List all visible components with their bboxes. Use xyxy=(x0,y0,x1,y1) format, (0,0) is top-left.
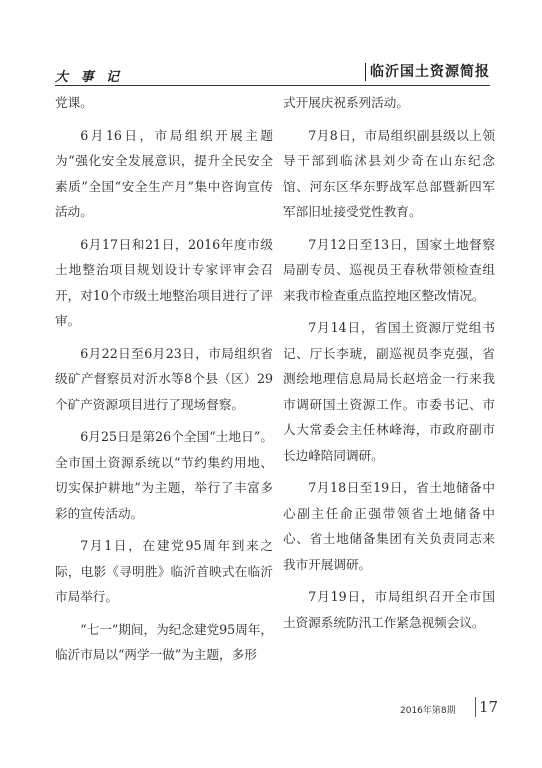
paragraph: 6月17日和21日，2016年度市级土地整治项目规划设计专家评审会召开，对10个市级土地整治项目进行了评审。 xyxy=(55,236,273,328)
paragraph: 7月19日，市局组织召开全市国土资源系统防汛工作紧急视频会议。 xyxy=(283,589,495,630)
paragraph: 6月22日至6月23日，市局组织省级矿产督察员对沂水等8个县（区）29个矿产资源项目进行了现场督察。 xyxy=(55,345,273,412)
paragraph: 式开展庆祝系列活动。 xyxy=(283,95,409,110)
paragraph: “七一”期间，为纪念建党95周年，临沂市局以“两学一做”为主题，多形 xyxy=(55,621,273,662)
page-footer xyxy=(400,696,499,718)
left-column xyxy=(55,90,273,675)
publication-title: 临沂国土资源简报 xyxy=(365,63,490,81)
paragraph: 7月8日，市局组织副县级以上领导干部到临沭县刘少奇在山东纪念馆、河东区华东野战军总部暨新四军军部旧址接受党性教育。 xyxy=(283,127,495,219)
paragraph: 7月18日至19日，省土地储备中心副主任俞正强带领省土地储备中心、省土地储备集团有关负责同志来我市开展调研。 xyxy=(283,480,495,572)
issue-label: 2016年第8期 xyxy=(400,706,456,716)
section-title: 大 事 记 xyxy=(55,70,124,85)
paragraph: 7月14日，省国土资源厅党组书记、厅长李琥，副巡视员李克强，省测绘地理信息局局长赵培金一行来我市调研国土资源工作。市委书记、市人大常委会主任林峰海，市政府副市长边峰陪同调研。 xyxy=(283,320,495,463)
paragraph: 7月12日至13日，国家土地督察局副专员、巡视员王春秋带领检查组来我市检查重点监控地区整改情况。 xyxy=(283,236,495,303)
paragraph: 党课。 xyxy=(55,95,93,110)
right-column xyxy=(283,90,495,642)
page-number: 17 xyxy=(475,697,498,717)
paragraph: 6月25日是第26个全国“土地日”。全市国土资源系统以“节约集约用地、切实保护耕地”为主题，举行了丰富多彩的宣传活动。 xyxy=(55,429,273,521)
paragraph: 7月1日，在建党95周年到来之际，电影《寻明胜》临沂首映式在临沂市局举行。 xyxy=(55,538,273,604)
header-divider xyxy=(55,85,490,86)
page-header xyxy=(55,58,490,86)
paragraph: 6月16日，市局组织开展主题为“强化安全发展意识，提升全民安全素质”全国“安全生产月”集中咨询宣传活动。 xyxy=(55,127,273,219)
